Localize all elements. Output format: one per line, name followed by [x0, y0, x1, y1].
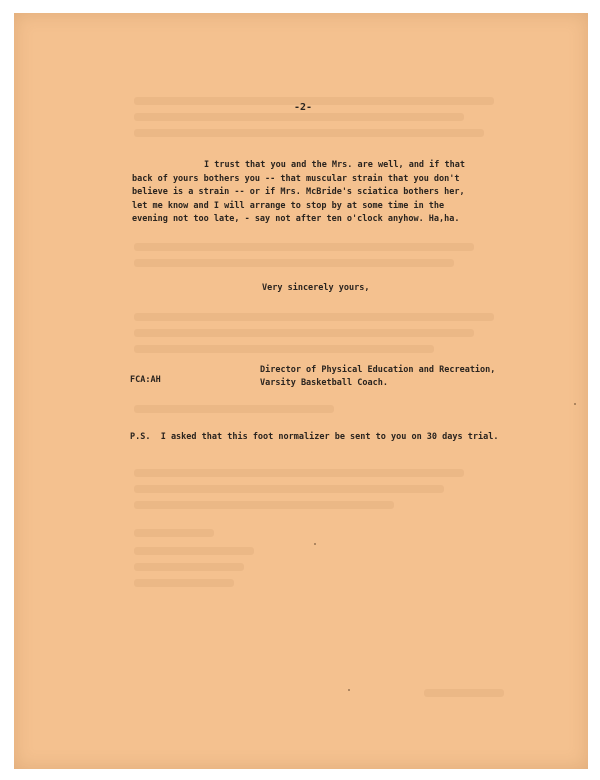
body-line: back of yours bothers you -- that muscular strain that you don't: [132, 173, 460, 184]
bleed-through-line: [134, 405, 334, 413]
bleed-through-line: [424, 689, 504, 697]
bleed-through-line: [134, 113, 464, 121]
body-line: believe is a strain -- or if Mrs. McBride's sciatica bothers her,: [132, 187, 465, 197]
body-paragraph: [14, 159, 588, 254]
signature-title: Varsity Basketball Coach.: [260, 378, 388, 388]
postscript: P.S. I asked that this foot normalizer be sent to you on 30 days trial.: [130, 432, 499, 442]
bleed-through-line: [134, 579, 234, 587]
closing: Very sincerely yours,: [262, 283, 370, 293]
page-number: -2-: [294, 102, 313, 113]
bleed-through-line: [134, 345, 434, 353]
bleed-through-line: [134, 97, 494, 105]
bleed-through-line: [134, 313, 494, 321]
body-line: let me know and I will arrange to stop by at some time in the: [132, 200, 445, 211]
bleed-through-line: [134, 469, 464, 477]
paper-speck: [348, 689, 350, 691]
bleed-through-line: [134, 259, 454, 267]
reference-initials: FCA:AH: [130, 375, 161, 385]
paper-speck: [314, 543, 316, 545]
bleed-through-line: [134, 529, 214, 537]
body-line: I trust that you and the Mrs. are well, and if that: [204, 160, 465, 170]
signature-title: Director of Physical Education and Recreation,: [260, 365, 496, 375]
bleed-through-line: [134, 329, 474, 337]
bleed-through-line: [134, 501, 394, 509]
letter-page: [14, 13, 588, 769]
bleed-through-line: [134, 129, 484, 137]
bleed-through-line: [134, 563, 244, 571]
body-line: evening not too late, - say not after ten o'clock anyhow. Ha,ha.: [132, 214, 460, 224]
bleed-through-line: [134, 547, 254, 555]
bleed-through-line: [134, 485, 444, 493]
paper-speck: [574, 403, 576, 405]
